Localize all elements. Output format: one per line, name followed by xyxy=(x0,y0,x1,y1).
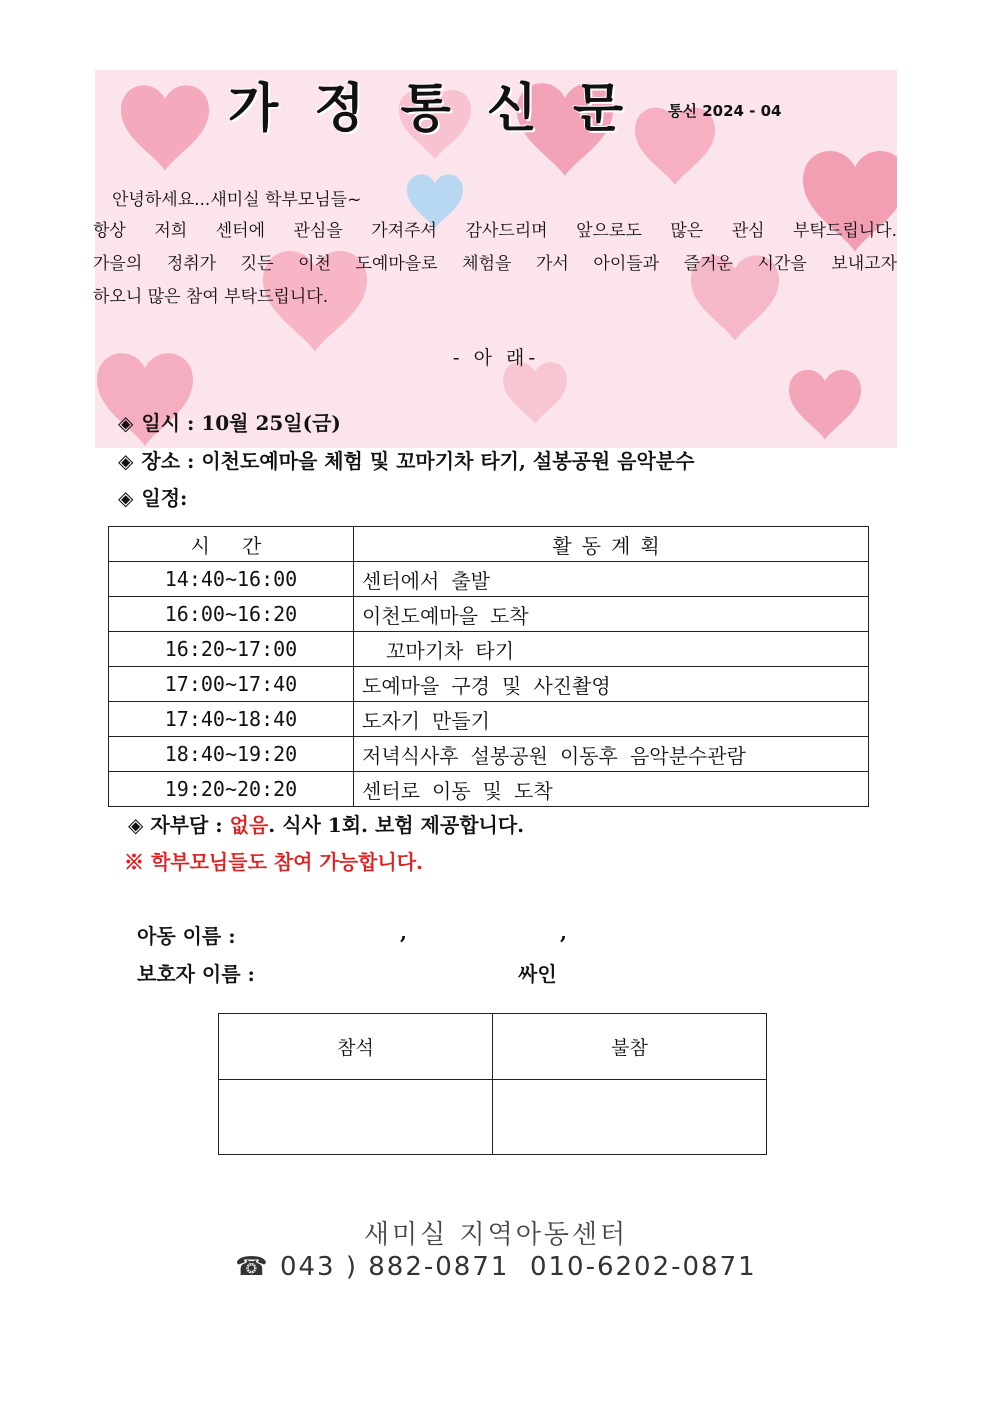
diamond-icon: ◈ xyxy=(118,411,134,435)
row-time: 19:20~20:20 xyxy=(109,772,354,807)
parents-note: ※ 학부모님들도 참여 가능합니다. xyxy=(124,850,424,874)
table-row xyxy=(109,562,869,597)
child-name-comma-2: , xyxy=(560,920,567,944)
table-row xyxy=(109,597,869,632)
cost-suffix: . 식사 1회. 보험 제공합니다. xyxy=(268,813,525,837)
guardian-name-label: 보호자 이름 : xyxy=(137,962,255,986)
table-row xyxy=(109,667,869,702)
cost-highlight: 없음 xyxy=(229,813,269,837)
row-time: 16:00~16:20 xyxy=(109,597,354,632)
phone-icon: ☎ xyxy=(235,1252,270,1282)
present-header: 참석 xyxy=(219,1014,493,1080)
contact-phone xyxy=(0,1252,992,1282)
phone-numbers: 043 ) 882-0871 010-6202-0871 xyxy=(279,1252,757,1282)
row-activity: 센터로 이동 및 도착 xyxy=(354,772,869,807)
child-name-label: 아동 이름 : xyxy=(137,924,236,948)
diamond-icon: ◈ xyxy=(118,486,134,510)
cost-note xyxy=(128,809,524,838)
present-check-cell[interactable] xyxy=(219,1080,493,1155)
row-time: 16:20~17:00 xyxy=(109,632,354,667)
row-activity: 센터에서 출발 xyxy=(354,562,869,597)
row-activity: 이천도예마을 도착 xyxy=(354,597,869,632)
info-date xyxy=(118,407,341,436)
absent-check-cell[interactable] xyxy=(493,1080,767,1155)
row-activity: 도예마을 구경 및 사진촬영 xyxy=(354,667,869,702)
header-activity: 활동계획 xyxy=(354,527,869,562)
row-activity: 저녁식사후 설봉공원 이동후 음악분수관람 xyxy=(354,737,869,772)
below-heading: - 아 래- xyxy=(452,347,540,369)
table-row xyxy=(109,737,869,772)
attendance-table xyxy=(218,1013,767,1155)
page-title: 가정통신문 xyxy=(228,78,660,139)
info-place-text: 장소 : 이천도예마을 체험 및 꼬마기차 타기, 설봉공원 음악분수 xyxy=(141,449,695,473)
row-activity: 꼬마기차 타기 xyxy=(354,632,869,667)
table-row xyxy=(109,632,869,667)
row-time: 14:40~16:00 xyxy=(109,562,354,597)
info-schedule xyxy=(118,482,187,511)
header-time: 시 간 xyxy=(109,527,354,562)
info-date-text: 일시 : 10월 25일(금) xyxy=(141,411,341,435)
greeting: 안녕하세요...새미실 학부모님들~ xyxy=(112,190,362,210)
info-schedule-text: 일정: xyxy=(141,486,188,510)
issue-number: 통신 2024 - 04 xyxy=(668,102,782,120)
table-header-row xyxy=(109,527,869,562)
intro-line-3: 하오니 많은 참여 부탁드립니다. xyxy=(93,287,329,307)
row-time: 17:00~17:40 xyxy=(109,667,354,702)
center-name: 새미실 지역아동센터 xyxy=(363,1220,629,1250)
row-time: 17:40~18:40 xyxy=(109,702,354,737)
child-name-comma-1: , xyxy=(400,920,407,944)
row-activity: 도자기 만들기 xyxy=(354,702,869,737)
diamond-icon: ◈ xyxy=(118,449,134,473)
absent-header: 불참 xyxy=(493,1014,767,1080)
signature-label: 싸인 xyxy=(518,962,557,986)
attendance-check-row xyxy=(219,1080,767,1155)
intro-line-1: 항상 저희 센터에 관심을 가져주셔 감사드리며 앞으로도 많은 관심 부탁드립니다. xyxy=(93,221,897,241)
cost-prefix: ◈ 자부담 : xyxy=(128,813,230,837)
intro-line-2: 가을의 정취가 깃든 이천 도예마을로 체험을 가서 아이들과 즐거운 시간을 보내고자 xyxy=(93,254,897,274)
attendance-header-row xyxy=(219,1014,767,1080)
schedule-table xyxy=(108,526,869,807)
table-row xyxy=(109,772,869,807)
table-row xyxy=(109,702,869,737)
row-time: 18:40~19:20 xyxy=(109,737,354,772)
info-place xyxy=(118,445,694,474)
